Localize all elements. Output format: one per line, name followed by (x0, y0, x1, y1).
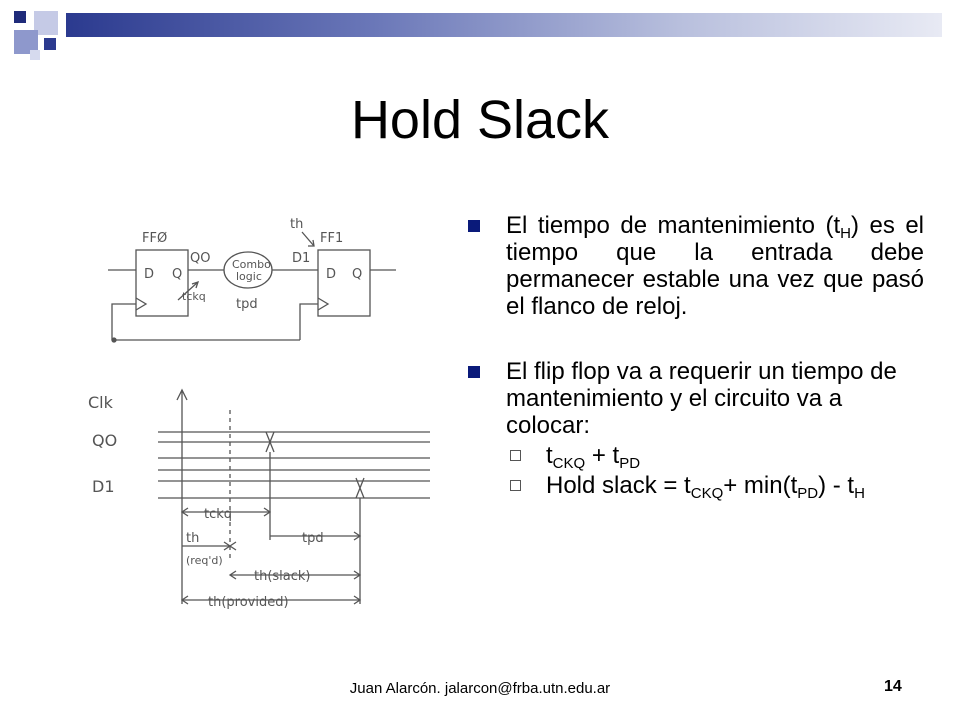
subbullet-marker (510, 480, 521, 491)
page-number: 14 (884, 678, 902, 695)
th-slack-label: th(slack) (254, 569, 311, 584)
corner-square-dark-2 (44, 38, 56, 50)
footer-author: Juan Alarcón. jalarcon@frba.utn.edu.ar (349, 680, 611, 697)
ff1-label: FF1 (320, 231, 344, 246)
slide-title: Hold Slack (350, 90, 610, 150)
combo-label-2: logic (236, 270, 262, 283)
q0-wire-label: QO (190, 251, 211, 266)
ff1-d-label: D (326, 267, 337, 282)
ff0-box (136, 250, 188, 316)
bullet-list (468, 212, 924, 502)
ff0-d-label: D (144, 267, 155, 282)
subbullet-marker (510, 450, 521, 461)
ff1-q-label: Q (352, 267, 363, 282)
th-req-note: (req'd) (186, 554, 223, 567)
bullet-marker (468, 366, 480, 378)
ff1-box (318, 250, 370, 316)
d1-wire-label: D1 (292, 251, 311, 266)
subbullet-hold-slack-formula: Hold slack = $t_{CKQ}+ \min(t_{PD}) - t_H$ (468, 472, 924, 499)
tpd-label: tpd (236, 297, 258, 312)
corner-square-dark-1 (14, 11, 26, 23)
timing-diagram (58, 200, 440, 620)
corner-square-light-2 (30, 50, 40, 60)
d1-row-label: D1 (92, 477, 115, 496)
bullet-hold-time-definition (468, 212, 924, 320)
tckq-label: tckq (182, 290, 206, 303)
th-req-label: th (186, 531, 200, 546)
ff0-q-label: Q (172, 267, 183, 282)
clk-row-label: Clk (88, 393, 113, 412)
q0-row-label: QO (92, 431, 118, 450)
tckq-span-label: tckq (204, 507, 233, 522)
bullet-text: El flip flop va a requerir un tiempo de mantenimiento y el circuito va a colocar: (506, 358, 897, 439)
bullet-text: El tiempo de mantenimiento $(t_H)$ es el tiempo que la entrada debe permanecer estable una vez que pasó el flanco de reloj. (506, 212, 924, 320)
subbullet-tckq-plus-tpd: $t_{CKQ} + t_{PD}$ (468, 442, 924, 469)
header-bar (66, 13, 942, 37)
bullet-marker (468, 220, 480, 232)
bullet-flip-flop-requirement (468, 358, 924, 439)
th-label: th (290, 217, 304, 232)
th-provided-label: th(provided) (208, 595, 289, 610)
tpd-span-label: tpd (302, 531, 324, 546)
ff0-label: FFØ (142, 231, 168, 246)
combo-label-1: Combo (232, 258, 271, 271)
